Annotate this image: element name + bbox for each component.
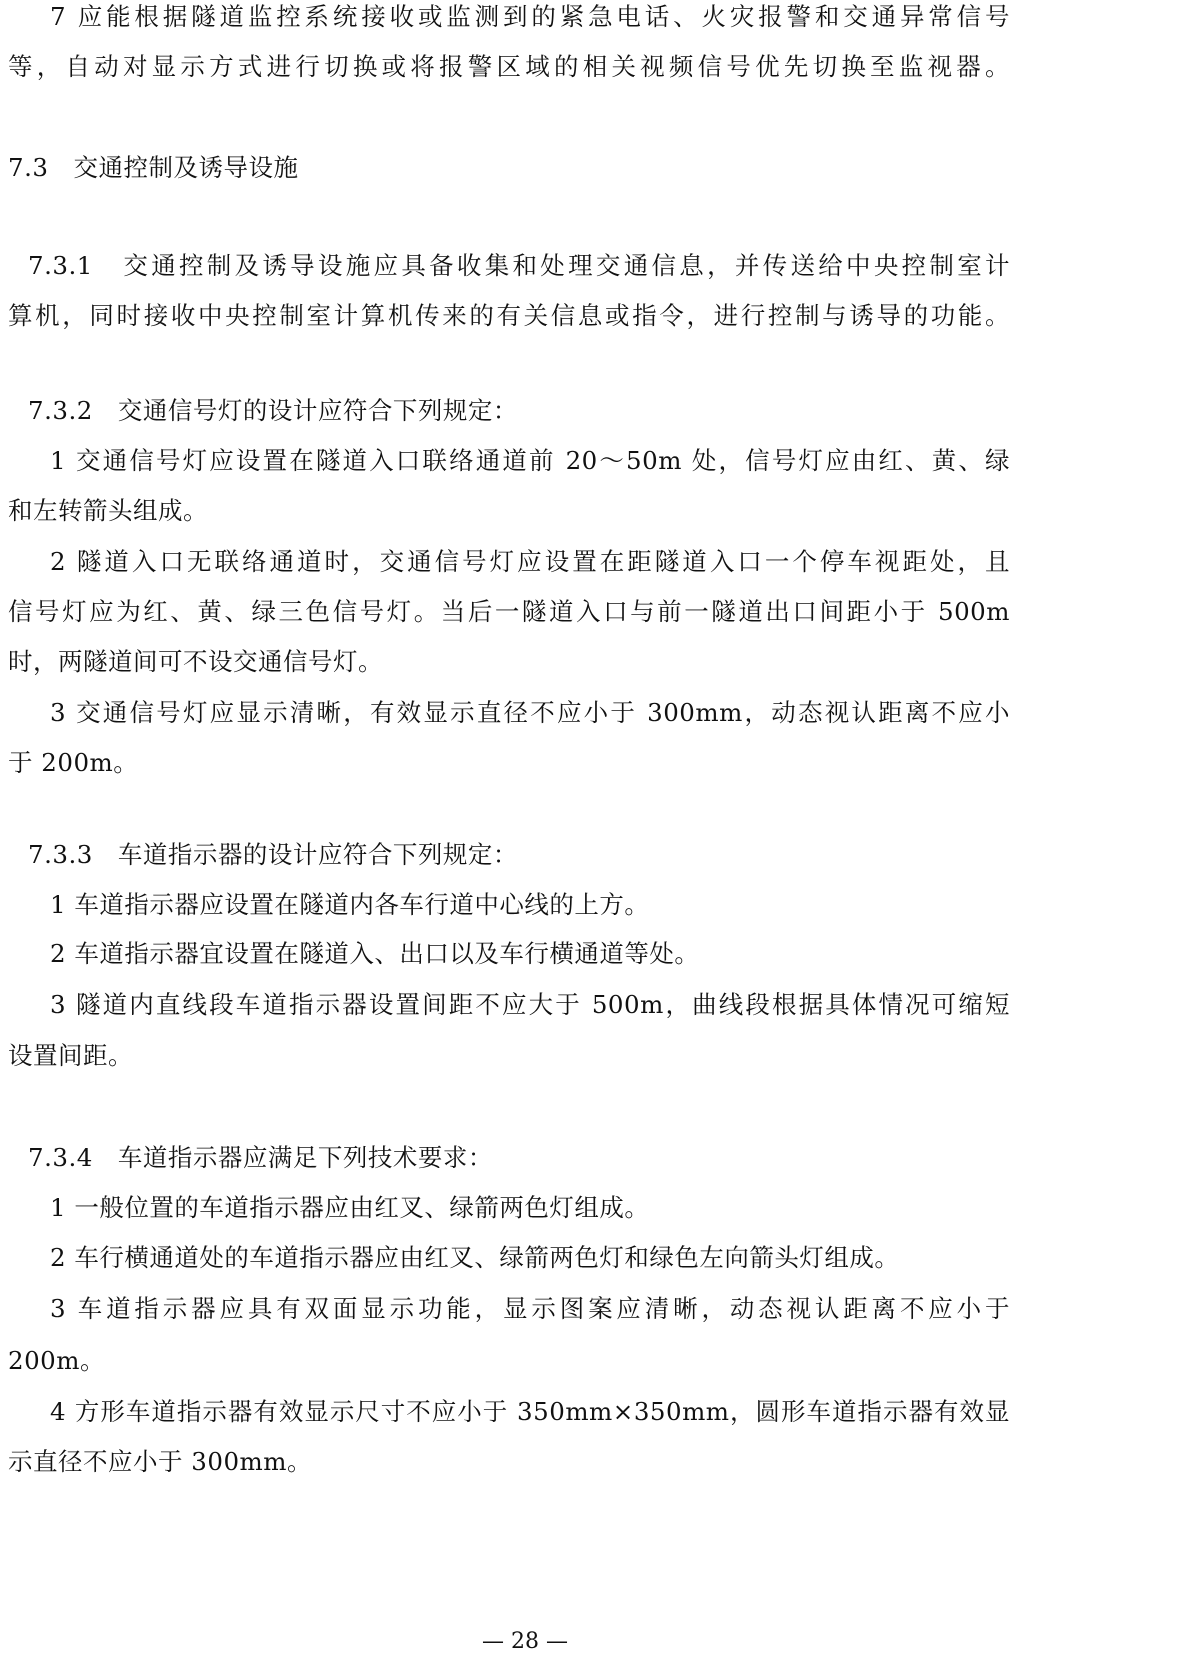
text-line: 7 应能根据隧道监控系统接收或监测到的紧急电话、火灾报警和交通异常信号 [50, 2, 1010, 31]
text-line: 示直径不应小于 300mm。 [8, 1447, 313, 1476]
section-heading-7-3: 7.3 交通控制及诱导设施 [8, 153, 299, 182]
text-line: 时，两隧道间可不设交通信号灯。 [8, 647, 383, 676]
text-line: 3 隧道内直线段车道指示器设置间距不应大于 500m，曲线段根据具体情况可缩短 [50, 990, 1010, 1019]
text-line: 算机，同时接收中央控制室计算机传来的有关信息或指令，进行控制与诱导的功能。 [8, 301, 1010, 330]
page-number: — 28 — [482, 1629, 568, 1654]
text-line: 200m。 [8, 1346, 105, 1375]
text-line: 和左转箭头组成。 [8, 496, 208, 525]
clause-7-3-1: 7.3.1 交通控制及诱导设施应具备收集和处理交通信息，并传送给中央控制室计 [28, 251, 1010, 280]
text-line: 2 隧道入口无联络通道时，交通信号灯应设置在距隧道入口一个停车视距处，且 [50, 547, 1010, 576]
text-line: 2 车行横通道处的车道指示器应由红叉、绿箭两色灯和绿色左向箭头灯组成。 [50, 1243, 900, 1272]
clause-7-3-4: 7.3.4 车道指示器应满足下列技术要求： [28, 1143, 493, 1172]
text-line: 设置间距。 [8, 1041, 133, 1070]
text-line: 等，自动对显示方式进行切换或将报警区域的相关视频信号优先切换至监视器。 [8, 52, 1010, 81]
text-line: 1 车道指示器应设置在隧道内各车行道中心线的上方。 [50, 890, 650, 919]
text-line: 信号灯应为红、黄、绿三色信号灯。当后一隧道入口与前一隧道出口间距小于 500m [8, 597, 1010, 626]
clause-7-3-3: 7.3.3 车道指示器的设计应符合下列规定： [28, 840, 518, 869]
text-line: 1 一般位置的车道指示器应由红叉、绿箭两色灯组成。 [50, 1193, 650, 1222]
text-line: 3 交通信号灯应显示清晰，有效显示直径不应小于 300mm，动态视认距离不应小 [50, 698, 1010, 727]
text-line: 4 方形车道指示器有效显示尺寸不应小于 350mm×350mm，圆形车道指示器有效显 [50, 1397, 1010, 1426]
text-line: 2 车道指示器宜设置在隧道入、出口以及车行横通道等处。 [50, 939, 700, 968]
text-line: 1 交通信号灯应设置在隧道入口联络通道前 20～50m 处，信号灯应由红、黄、绿 [50, 446, 1010, 475]
text-line: 3 车道指示器应具有双面显示功能，显示图案应清晰，动态视认距离不应小于 [50, 1294, 1010, 1323]
text-line: 于 200m。 [8, 748, 139, 777]
clause-7-3-2: 7.3.2 交通信号灯的设计应符合下列规定： [28, 396, 518, 425]
